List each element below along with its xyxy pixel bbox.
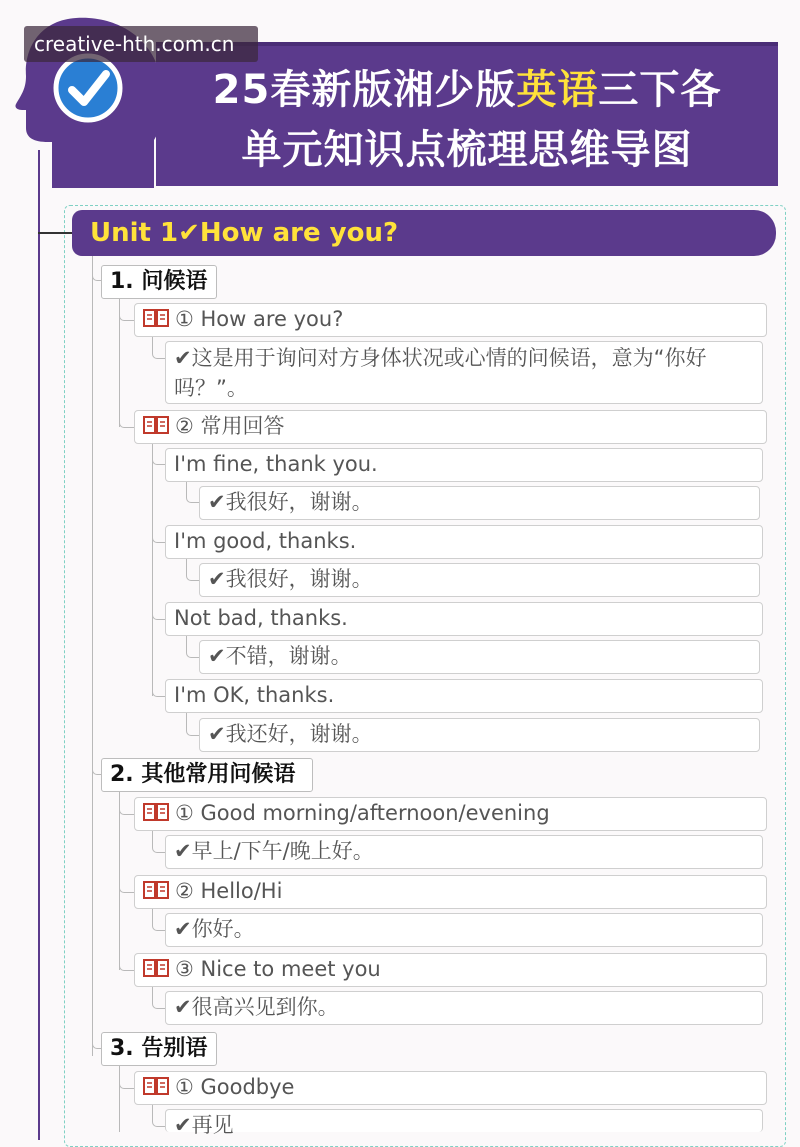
note-goodbye: ✔再见	[165, 1109, 763, 1132]
book-icon	[143, 1076, 169, 1096]
item-label: ② Hello/Hi	[175, 879, 283, 903]
note-not-bad: ✔不错，谢谢。	[199, 640, 760, 674]
list-item-common-answers[interactable]	[134, 410, 767, 444]
note-hello: ✔你好。	[165, 913, 763, 947]
book-icon	[143, 415, 169, 435]
section-heading-3[interactable]: 3. 告别语	[101, 1032, 217, 1066]
note-how-are-you: ✔这是用于询问对方身体状况或心情的问候语，意为“你好吗？”。	[165, 341, 763, 404]
mindmap-spine	[38, 150, 40, 1140]
section-heading-2[interactable]: 2. 其他常用问候语	[101, 758, 313, 792]
note-good-morning: ✔早上/下午/晚上好。	[165, 835, 763, 869]
title-line-1	[156, 58, 778, 115]
unit-header[interactable]: Unit 1✔How are you?	[72, 210, 776, 256]
list-item-good-morning[interactable]	[134, 797, 767, 831]
list-item-hello[interactable]	[134, 875, 767, 909]
answer-good[interactable]: I'm good, thanks.	[165, 525, 763, 559]
list-item-how-are-you[interactable]	[134, 303, 767, 337]
book-icon	[143, 308, 169, 328]
title-text: 25春新版湘少版	[212, 67, 517, 113]
item-label: ① How are you?	[175, 307, 344, 331]
title-line-2: 单元知识点梳理思维导图	[241, 127, 693, 173]
note-good: ✔我很好，谢谢。	[199, 563, 760, 597]
list-item-goodbye[interactable]	[134, 1071, 767, 1105]
book-icon	[143, 802, 169, 822]
section-heading-1[interactable]: 1. 问候语	[101, 265, 217, 299]
title-text: 三下各	[598, 67, 722, 113]
connector-elbow	[92, 280, 103, 775]
item-label: ② 常用回答	[175, 414, 285, 438]
note-ok: ✔我还好，谢谢。	[199, 718, 760, 752]
item-label: ① Goodbye	[175, 1075, 295, 1099]
unit-branch-line	[38, 232, 72, 234]
connector-elbow	[92, 774, 103, 1049]
note-fine: ✔我很好，谢谢。	[199, 486, 760, 520]
item-label: ① Good morning/afternoon/evening	[175, 801, 550, 825]
title-banner	[156, 42, 778, 186]
answer-ok[interactable]: I'm OK, thanks.	[165, 679, 763, 713]
title-highlight: 英语	[516, 67, 599, 113]
item-label: ③ Nice to meet you	[175, 957, 381, 981]
watermark: creative-hth.com.cn	[24, 26, 258, 62]
book-icon	[143, 880, 169, 900]
answer-not-bad[interactable]: Not bad, thanks.	[165, 602, 763, 636]
note-nice-to-meet-you: ✔很高兴见到你。	[165, 991, 763, 1025]
book-icon	[143, 958, 169, 978]
answer-fine[interactable]: I'm fine, thank you.	[165, 448, 763, 482]
list-item-nice-to-meet-you[interactable]	[134, 953, 767, 987]
